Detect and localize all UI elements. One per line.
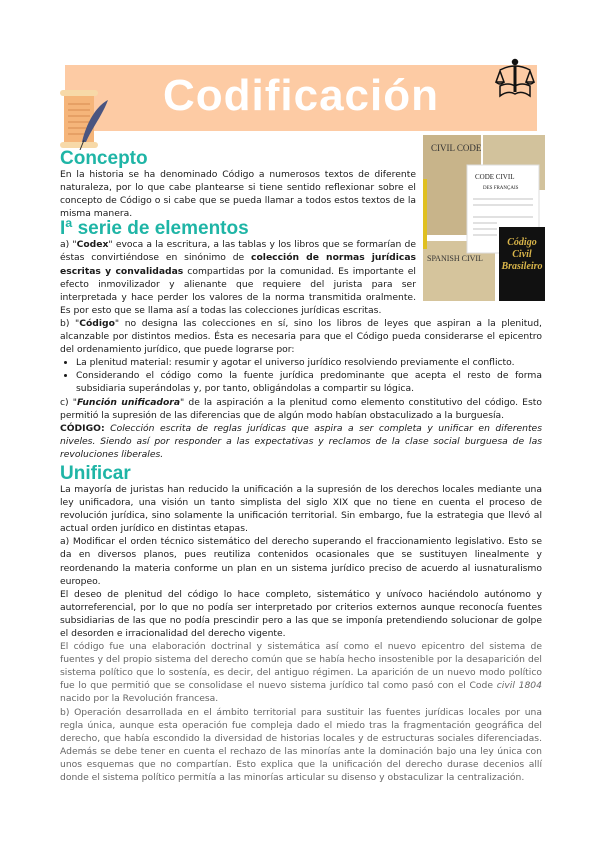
list-item: • La plenitud material: resumir y agotar el universo jurídico resolviendo previamente el conflicto. — [76, 356, 542, 369]
codigo-paragraph: b) "Código" no designa las colecciones en sí, sino los libros de leyes que aspiran a la plenitud, alcanzable por distintos medios. Ésta es necesaria para que el Código pueda considerarse el epicentro del ordenamiento jurídico, que puede lograrse por: — [60, 317, 542, 356]
codex-paragraph: a) "Codex" evoca a la escritura, a las tablas y los libros que se formarían de éstas convirtiéndose en sinónimo de colección de normas jurídicas escritas y convalidadas compartidas por la comunidad. Es importante el efecto inmovilizador y alienante que requiere del jurista para ser interpretada y hace perder los valores de la norma transmitida oralmente. Es por esto que se llama así a todas las colecciones jurídicas escritas. — [60, 239, 416, 316]
unificar-p4: El código fue una elaboración doctrinal y sistemática así como el nuevo epicentro del sistema de fuentes y del propio sistema del derecho común que se había hecho insostenible por la desaparición del sistema político que lo sostenía, es decir, del antiguo régimen. La aparición de un nuevo modo político fue lo que permitió que se consolidase el nuevo sistema jurídico tal como pasó con el Code civil 1804 nacido por la Revolución francesa. — [60, 641, 542, 705]
collage-title-5: Código Civil Brasileiro — [501, 237, 543, 272]
collage-title-1: CIVIL CODE — [431, 143, 482, 153]
unificar-p1: La mayoría de juristas han reducido la unificación a la supresión de los derechos locales mediante una ley unificadora, una visión un tanto simplista del siglo XIX que no tiene en cuenta el proceso de revolución jurídica, sino solamente la unificación territorial. Sin embargo, fue la estrategia que llevó al actual orden jurídico en distintas etapas. — [60, 483, 542, 535]
scroll-quill-icon — [60, 88, 110, 150]
serie-heading: Iª serie de elementos — [60, 218, 249, 240]
plenitud-list — [60, 356, 542, 395]
concepto-heading: Concepto — [60, 148, 148, 169]
collage-title-3: DES FRANÇAIS — [483, 186, 519, 191]
title-banner — [65, 65, 537, 131]
unificar-p3: El deseo de plenitud del código lo hace completo, sistemático y unívoco haciéndolo autónomo y autorreferencial, por lo que no podía ser interpretado por criterios externos aunque reconocía fuentes subsidiarias de las que no podía prescindir pero a las que se imponía pretendiendo solucionar de golpe el desorden e irracionalidad del derecho vigente. — [60, 588, 542, 639]
codigo-definition: CÓDIGO: Colección escrita de reglas jurídicas que aspira a ser completa y unificar en diferentes niveles. Siendo así por responder a las expectativas y reclamos de la clase social burguesa de las revoluciones liberales. — [60, 422, 542, 460]
list-item: • Considerando el código como la fuente jurídica predominante que acepta el resto de forma subsidiaria superándolas y, por tanto, obligándolas a compartir su lógica. — [76, 369, 542, 395]
unificar-p2: a) Modificar el orden técnico sistemático del derecho superando el fraccionamiento legislativo. Esto se da en diversos planos, pues reutiliza contenidos ocasionales que se sustituyen linealmente y reordenando la materia conforme un plan en un sistema jurídico preciso de acuerdo al iusnaturalismo europeo. — [60, 536, 542, 587]
unificar-p5: b) Operación desarrollada en el ámbito territorial para sustituir las fuentes jurídicas locales por una regla única, aunque esta operación fue compleja dado el miedo tras la fragmentación geográfica del derecho, que había escondido la diversidad de historias locales y de estructuras sociales diferenciadas. Además se debe tener en cuenta el rechazo de las minorías ante la dominación bajo una ley única con unos esquemas que no compartían. Esto explica que la unificación del derecho durase decenios allí donde el sistema político permitía a las minorías articular su disenso y obstaculizar la centralización. — [60, 706, 542, 784]
concepto-text: En la historia se ha denominado Código a numerosos textos de diferente naturaleza, por lo que cabe plantearse si tiene sentido reflexionar sobre el concepto de Código o si cabe que se pueda llamar a todos estos textos de la misma manera. — [60, 169, 416, 220]
unificar-heading: Unificar — [60, 462, 131, 484]
funcion-paragraph: c) "Función unificadora" de la aspiración a la plenitud como elemento constitutivo del código. Esto permitió la supresión de las diferencias que de algún modo habían obstaculizado a la burguesía. — [60, 396, 542, 421]
collage-title-2: CODE CIVIL — [475, 173, 515, 181]
collage-title-4: SPANISH CIVIL — [427, 254, 483, 263]
document-body — [60, 150, 542, 784]
page-title: Codificación — [162, 71, 440, 120]
justice-scales-icon — [494, 58, 536, 100]
